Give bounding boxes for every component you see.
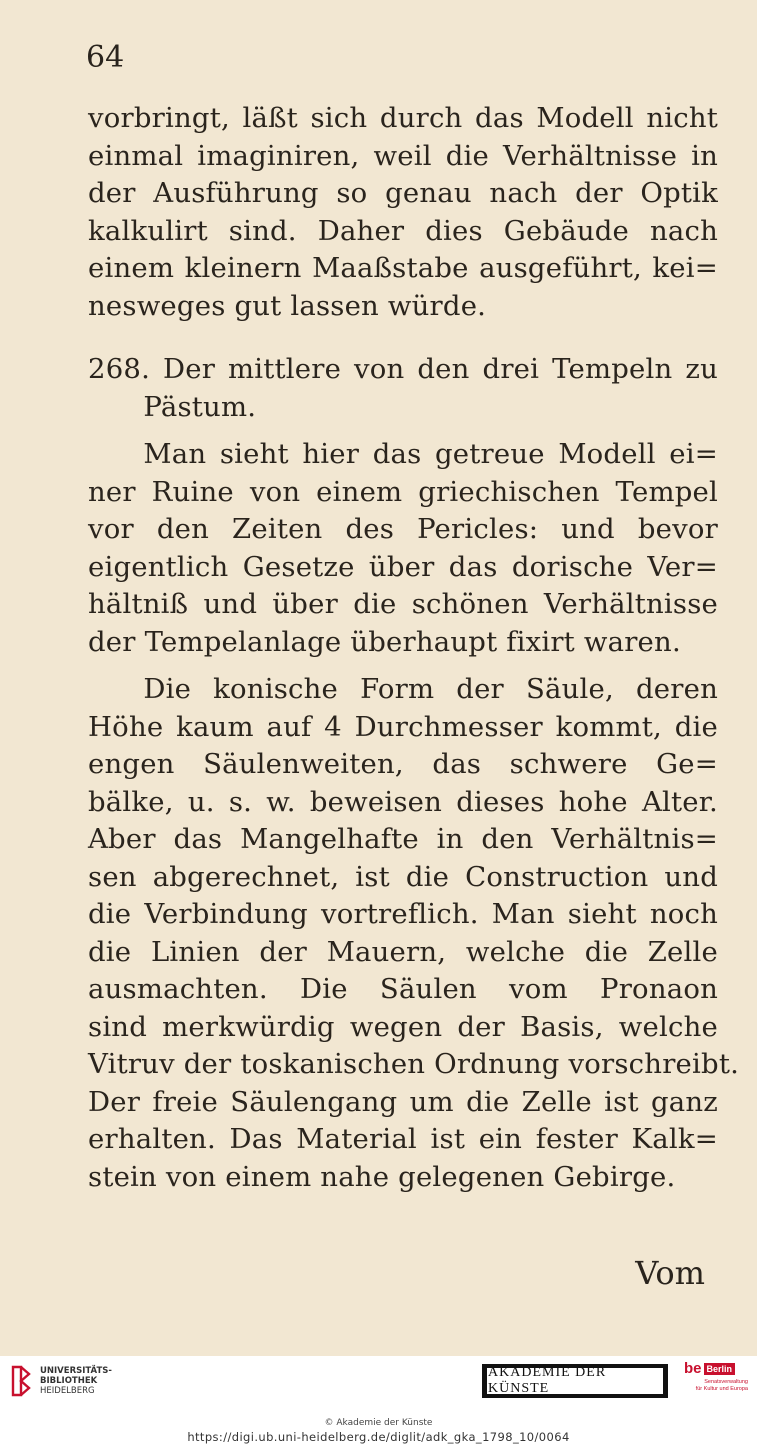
paragraph-gap xyxy=(88,661,718,671)
text-line: Die konische Form der Säule, deren xyxy=(88,673,718,705)
be-logo-berlin: Berlin xyxy=(704,1363,736,1375)
catchword: Vom xyxy=(635,1254,705,1292)
ub-heidelberg-logo[interactable] xyxy=(8,1363,112,1399)
text-line: vor den Zeiten des Pericles: und bevor xyxy=(88,513,718,545)
ub-seal-icon xyxy=(8,1363,34,1399)
text-line: Höhe kaum auf 4 Durchmesser kommt, die xyxy=(88,710,718,743)
ub-logo-line1: UNIVERSITÄTS- xyxy=(40,1366,112,1376)
akademie-der-kuenste-logo[interactable] xyxy=(482,1364,668,1398)
text-line: vorbringt, läßt sich durch das Modell nicht xyxy=(88,102,718,134)
footer-bar xyxy=(0,1356,757,1408)
ub-logo-line2: BIBLIOTHEK xyxy=(40,1376,98,1386)
text-line: sen abgerechnet, ist die Construction und xyxy=(88,860,718,893)
text-line: der Ausführung so genau nach der Optik xyxy=(88,177,718,209)
text-line: erhalten. Das Material ist ein fester Kalk= xyxy=(88,1123,718,1155)
text-line: die Verbindung vortreflich. Man sieht noch xyxy=(88,898,718,930)
text-line: stein von einem nahe gelegenen Gebirge. xyxy=(88,1160,676,1193)
body-text xyxy=(88,100,740,1196)
text-line: hältniß und über die schönen Verhältnisse xyxy=(88,588,718,620)
be-logo-be: be xyxy=(684,1360,702,1377)
ub-logo-line3: HEIDELBERG xyxy=(40,1386,95,1396)
text-line: eigentlich Gesetze über das dorische Ver= xyxy=(88,550,718,583)
be-berlin-logo[interactable] xyxy=(684,1360,748,1404)
text-line: Man sieht hier das getreue Modell ei= xyxy=(88,438,718,470)
text-line: einmal imaginiren, weil die Verhältnisse in xyxy=(88,139,718,172)
text-line: ner Ruine von einem griechischen Tempel xyxy=(88,475,718,508)
be-logo-sub2: für Kultur und Europa xyxy=(695,1385,748,1392)
text-line: 268. Der mittlere von den drei Tempeln zu xyxy=(88,353,718,385)
permalink-url[interactable]: https://digi.ub.uni-heidelberg.de/diglit/adk_gka_1798_10/0064 xyxy=(187,1430,570,1444)
text-line: Pästum. xyxy=(88,390,257,423)
text-line: engen Säulenweiten, das schwere Ge= xyxy=(88,748,718,780)
text-line: der Tempelanlage überhaupt fixirt waren. xyxy=(88,625,681,658)
text-line: die Linien der Mauern, welche die Zelle xyxy=(88,935,718,968)
text-line: bälke, u. s. w. beweisen dieses hohe Alter. xyxy=(88,785,718,818)
paragraph-gap xyxy=(88,426,718,436)
text-line: Der freie Säulengang um die Zelle ist ganz xyxy=(88,1085,718,1118)
text-line: sind merkwürdig wegen der Basis, welche xyxy=(88,1010,718,1043)
text-line: Aber das Mangelhafte in den Verhältnis= xyxy=(88,823,718,855)
text-line: Vitruv der toskanischen Ordnung vorschreibt. xyxy=(88,1048,740,1080)
paragraph-gap xyxy=(88,325,718,351)
text-line: ausmachten. Die Säulen vom Pronaon xyxy=(88,973,718,1005)
be-logo-sub1: Senatsverwaltung xyxy=(704,1379,748,1385)
akademie-label: AKADEMIE DER KÜNSTE xyxy=(487,1368,663,1394)
text-line: nesweges gut lassen würde. xyxy=(88,289,487,322)
page-number: 64 xyxy=(86,40,125,75)
copyright-notice: © Akademie der Künste xyxy=(324,1418,433,1428)
text-line: einem kleinern Maaßstabe ausgeführt, kei= xyxy=(88,252,718,284)
text-line: kalkulirt sind. Daher dies Gebäude nach xyxy=(88,214,718,247)
